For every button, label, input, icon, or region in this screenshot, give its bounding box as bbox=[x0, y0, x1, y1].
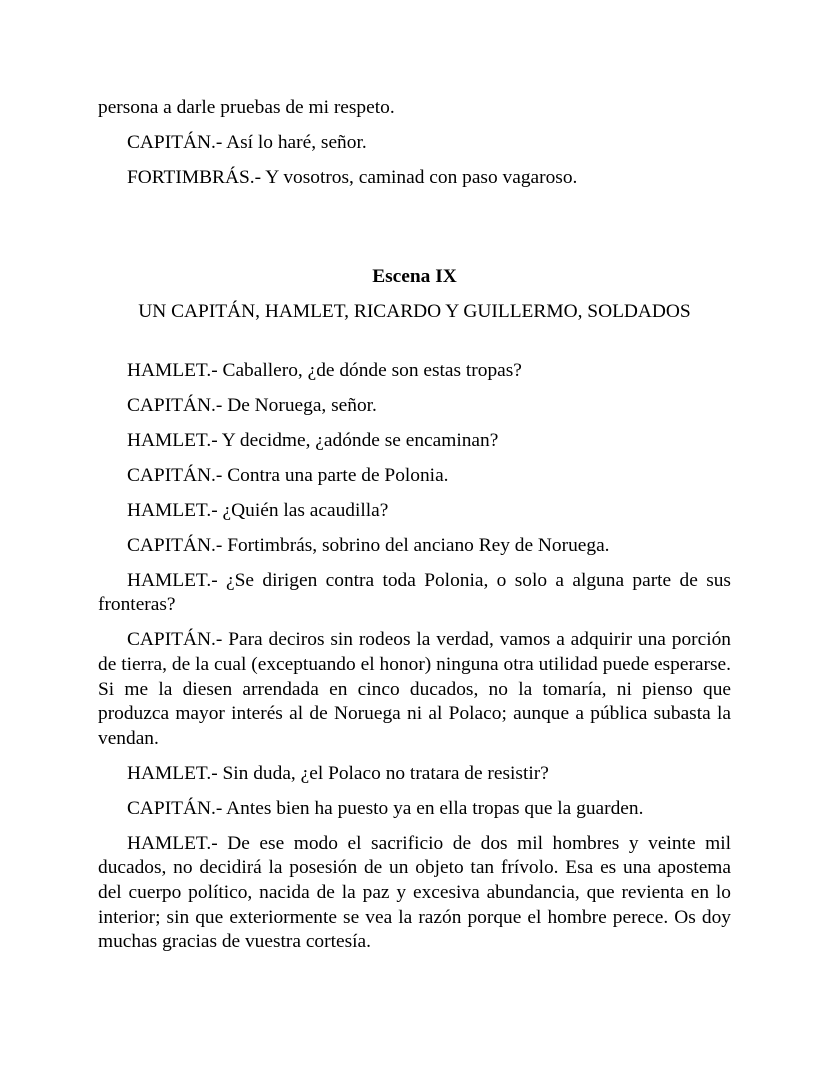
dialogue-text: Antes bien ha puesto ya en ella tropas que la guarden. bbox=[226, 797, 644, 819]
dialogue-text: Caballero, ¿de dónde son estas tropas? bbox=[222, 359, 522, 381]
speaker-name: CAPITÁN.- bbox=[127, 464, 223, 486]
dialogue-line bbox=[98, 762, 731, 787]
dialogue-text: Y decidme, ¿adónde se encaminan? bbox=[221, 429, 499, 451]
dialogue-line bbox=[98, 628, 731, 751]
dialogue-line bbox=[98, 499, 731, 524]
dialogue-line bbox=[98, 569, 731, 618]
dialogue-line bbox=[98, 394, 731, 419]
speaker-name: CAPITÁN.- bbox=[127, 534, 223, 556]
dialogue-text: De Noruega, señor. bbox=[227, 394, 377, 416]
speaker-name: HAMLET.- bbox=[127, 499, 218, 521]
dialogue-text: Sin duda, ¿el Polaco no tratara de resistir? bbox=[222, 762, 549, 784]
document-page bbox=[98, 96, 731, 965]
dialogue-line bbox=[98, 797, 731, 822]
dialogue-text: Así lo haré, señor. bbox=[226, 131, 367, 153]
speaker-name: HAMLET.- bbox=[127, 762, 218, 784]
dialogue-line bbox=[98, 832, 731, 955]
spacer bbox=[98, 329, 731, 359]
scene-characters: UN CAPITÁN, HAMLET, RICARDO Y GUILLERMO, SOLDADOS bbox=[138, 300, 691, 322]
speaker-name: HAMLET.- bbox=[127, 832, 218, 854]
speaker-name: CAPITÁN.- bbox=[127, 131, 223, 153]
speaker-name: CAPITÁN.- bbox=[127, 394, 223, 416]
speaker-name: HAMLET.- bbox=[127, 359, 218, 381]
dialogue-line bbox=[98, 131, 731, 156]
dialogue-text: ¿Quién las acaudilla? bbox=[222, 499, 389, 521]
dialogue-line bbox=[98, 534, 731, 559]
speaker-name: HAMLET.- bbox=[127, 569, 218, 591]
dialogue-text: De ese modo el sacrificio de dos mil hombres y veinte mil ducados, no decidirá la posesión de un objeto tan frívolo. Esa es una apostema del cuerpo político, nacida de la paz y excesiva abundancia, que revienta en lo interior; sin que exteriormente se vea la razón porque el hombre perece. Os doy muchas gracias de vuestra cortesía. bbox=[98, 832, 731, 953]
scene-title: Escena IX bbox=[372, 265, 457, 287]
dialogue-text: Fortimbrás, sobrino del anciano Rey de Noruega. bbox=[227, 534, 610, 556]
dialogue-line bbox=[98, 166, 731, 191]
continuation-paragraph bbox=[98, 96, 731, 121]
dialogue-line bbox=[98, 429, 731, 454]
spacer bbox=[98, 201, 731, 259]
dialogue-line bbox=[98, 359, 731, 384]
speaker-name: FORTIMBRÁS.- bbox=[127, 166, 262, 188]
speaker-name: CAPITÁN.- bbox=[127, 629, 223, 651]
dialogue-text: Para deciros sin rodeos la verdad, vamos a adquirir una porción de tierra, de la cual (exceptuando el honor) ninguna otra utilidad puede esperarse. Si me la diesen arrendada en cinco ducados, no la tomaría, ni pienso que produzca mayor interés al de Noruega ni al Polaco; aunque a pública subasta la vendan. bbox=[98, 629, 731, 749]
dialogue-text: Contra una parte de Polonia. bbox=[227, 464, 449, 486]
dialogue-line bbox=[98, 464, 731, 489]
dialogue-text: Y vosotros, caminad con paso vagaroso. bbox=[265, 166, 578, 188]
dialogue-text: ¿Se dirigen contra toda Polonia, o solo a alguna parte de sus fronteras? bbox=[98, 569, 731, 616]
speaker-name: HAMLET.- bbox=[127, 429, 218, 451]
continuation-text: persona a darle pruebas de mi respeto. bbox=[98, 97, 395, 118]
speaker-name: CAPITÁN.- bbox=[127, 797, 223, 819]
